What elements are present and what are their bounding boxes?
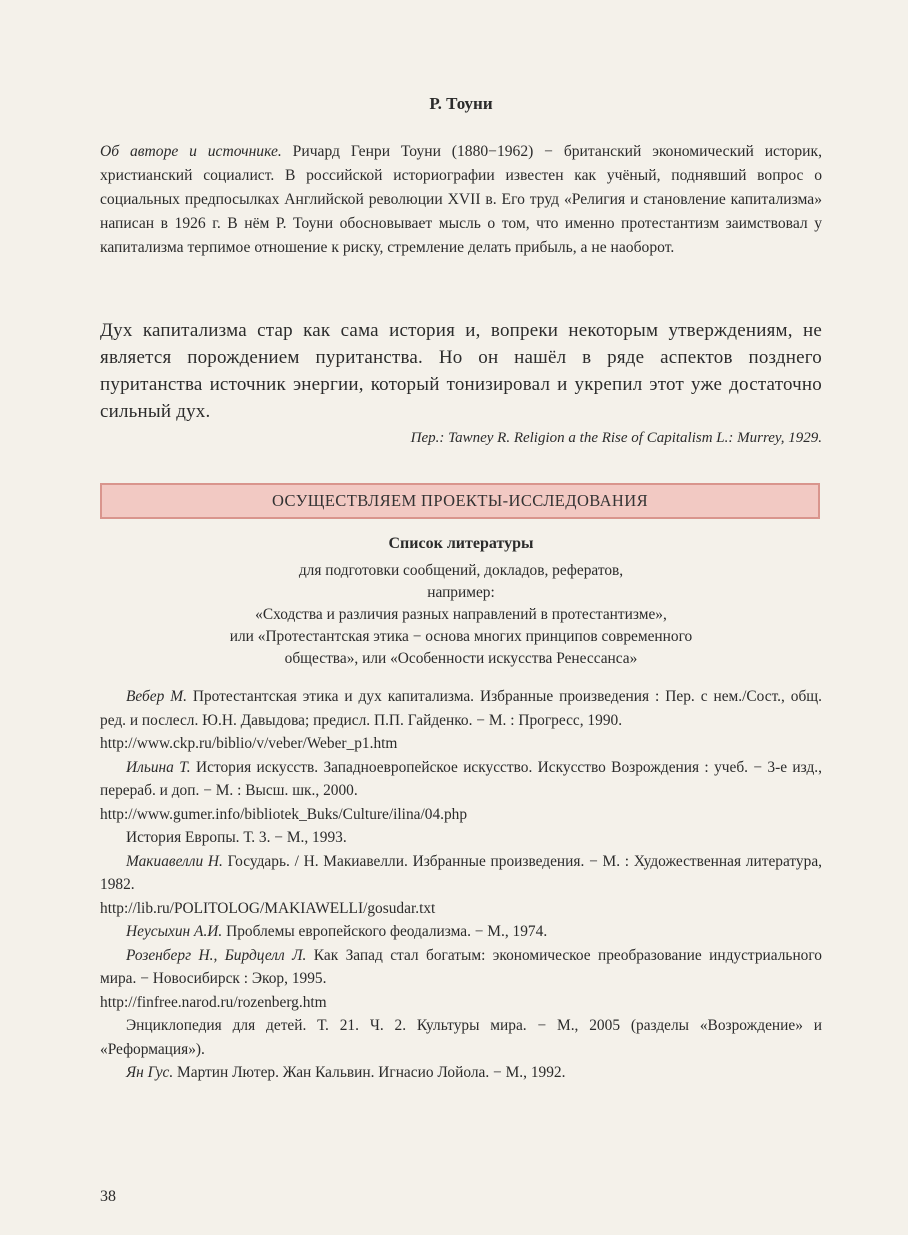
reference-author: Розенберг Н., Бирдцелл Л. — [126, 946, 307, 964]
reference-text: Как Запад стал богатым: экономическое преобразование индустриального мира. − Новосибирск : Экор, 1995. — [100, 946, 822, 987]
reference-author: Неусыхин А.И. — [126, 923, 223, 940]
reference-author: Макиавелли Н. — [126, 852, 223, 870]
list-desc-line: для подготовки сообщений, докладов, рефератов, — [298, 562, 624, 579]
reference-text: Государь. / Н. Макиавелли. Избранные произведения. − М. : Художественная литература, 1982. — [100, 852, 822, 893]
reference-text: Мартин Лютер. Жан Кальвин. Игнасио Лойола. − М., 1992. — [173, 1064, 566, 1081]
list-desc-line: общества», или «Особенности искусства Ренессанса» — [284, 650, 638, 667]
list-desc-line: или «Протестантская этика − основа многих принципов современного — [229, 628, 693, 645]
reference-item — [100, 944, 822, 991]
reference-text: Проблемы европейского феодализма. − М., 1974. — [222, 923, 548, 940]
list-description — [100, 560, 822, 670]
quote-paragraph: Дух капитализма стар как сама история и, вопреки некоторым утверждениям, не является порождением пуританства. Но он нашёл в ряде аспектов позднего пуританства источник энергии, который тонизировал и укрепил этот уже достаточно сильный дух. — [100, 320, 822, 422]
reference-author: Вебер М. — [126, 688, 187, 705]
reference-item — [100, 756, 822, 803]
author-heading: Р. Тоуни — [429, 94, 493, 113]
reference-list — [100, 685, 822, 1085]
reference-text: История искусств. Западноевропейское искусство. Искусство Возрождения : учеб. − 3-е изд., перераб. и доп. − М. : Высш. шк., 2000. — [100, 758, 822, 799]
about-lead: Об авторе и источнике. — [100, 142, 282, 160]
reference-author: Ильина Т. — [126, 758, 191, 776]
reference-item — [100, 850, 822, 897]
list-desc-line: «Сходства и различия разных направлений в протестантизме», — [255, 606, 667, 623]
section-banner: ОСУЩЕСТВЛЯЕМ ПРОЕКТЫ-ИССЛЕДОВАНИЯ — [100, 483, 820, 519]
reference-item — [100, 1014, 822, 1061]
quote-source: Пер.: Tawney R. Religion a the Rise of Capitalism L.: Murrey, 1929. — [410, 430, 822, 446]
reference-url[interactable]: http://www.gumer.info/bibliotek_Buks/Culture/ilina/04.php — [100, 805, 468, 823]
reference-url[interactable]: http://www.ckp.ru/biblio/v/veber/Weber_p1.htm — [100, 735, 398, 752]
reference-url[interactable]: http://finfree.narod.ru/rozenberg.htm — [100, 993, 327, 1011]
reference-author: Ян Гус. — [126, 1064, 174, 1081]
about-text: Ричард Генри Тоуни (1880−1962) − британский экономический историк, христианский социалист. В российской историографии известен как учёный, поднявший вопрос о социальных предпосылках Английской революции XVII в. Его труд «Религия и становление капитализма» написан в 1926 г. В нём Р. Тоуни обосновывает мысль о том, что именно протестантизм заимствовал у капитализма терпимое отношение к риску, стремление делать прибыль, а не наоборот. — [100, 142, 822, 256]
reference-text: Протестантская этика и дух капитализма. Избранные произведения : Пер. с нем./Сост., общ. ред. и послесл. Ю.Н. Давыдова; предисл. П.П. Гайденко. − М. : Прогресс, 1990. — [100, 688, 823, 729]
reference-item — [100, 826, 822, 850]
reference-text: Энциклопедия для детей. Т. 21. Ч. 2. Культуры мира. − М., 2005 (разделы «Возрождение» и «Реформация»). — [100, 1017, 822, 1058]
reference-text: История Европы. Т. 3. − М., 1993. — [126, 829, 347, 846]
reference-item — [100, 685, 822, 732]
list-desc-line: например: — [427, 584, 495, 601]
about-paragraph — [100, 140, 822, 260]
list-title: Список литературы — [388, 535, 534, 552]
reference-item — [100, 1061, 822, 1085]
reference-item — [100, 920, 822, 944]
page-number: 38 — [100, 1188, 116, 1205]
reference-url[interactable]: http://lib.ru/POLITOLOG/MAKIAWELLI/gosudar.txt — [100, 899, 436, 917]
